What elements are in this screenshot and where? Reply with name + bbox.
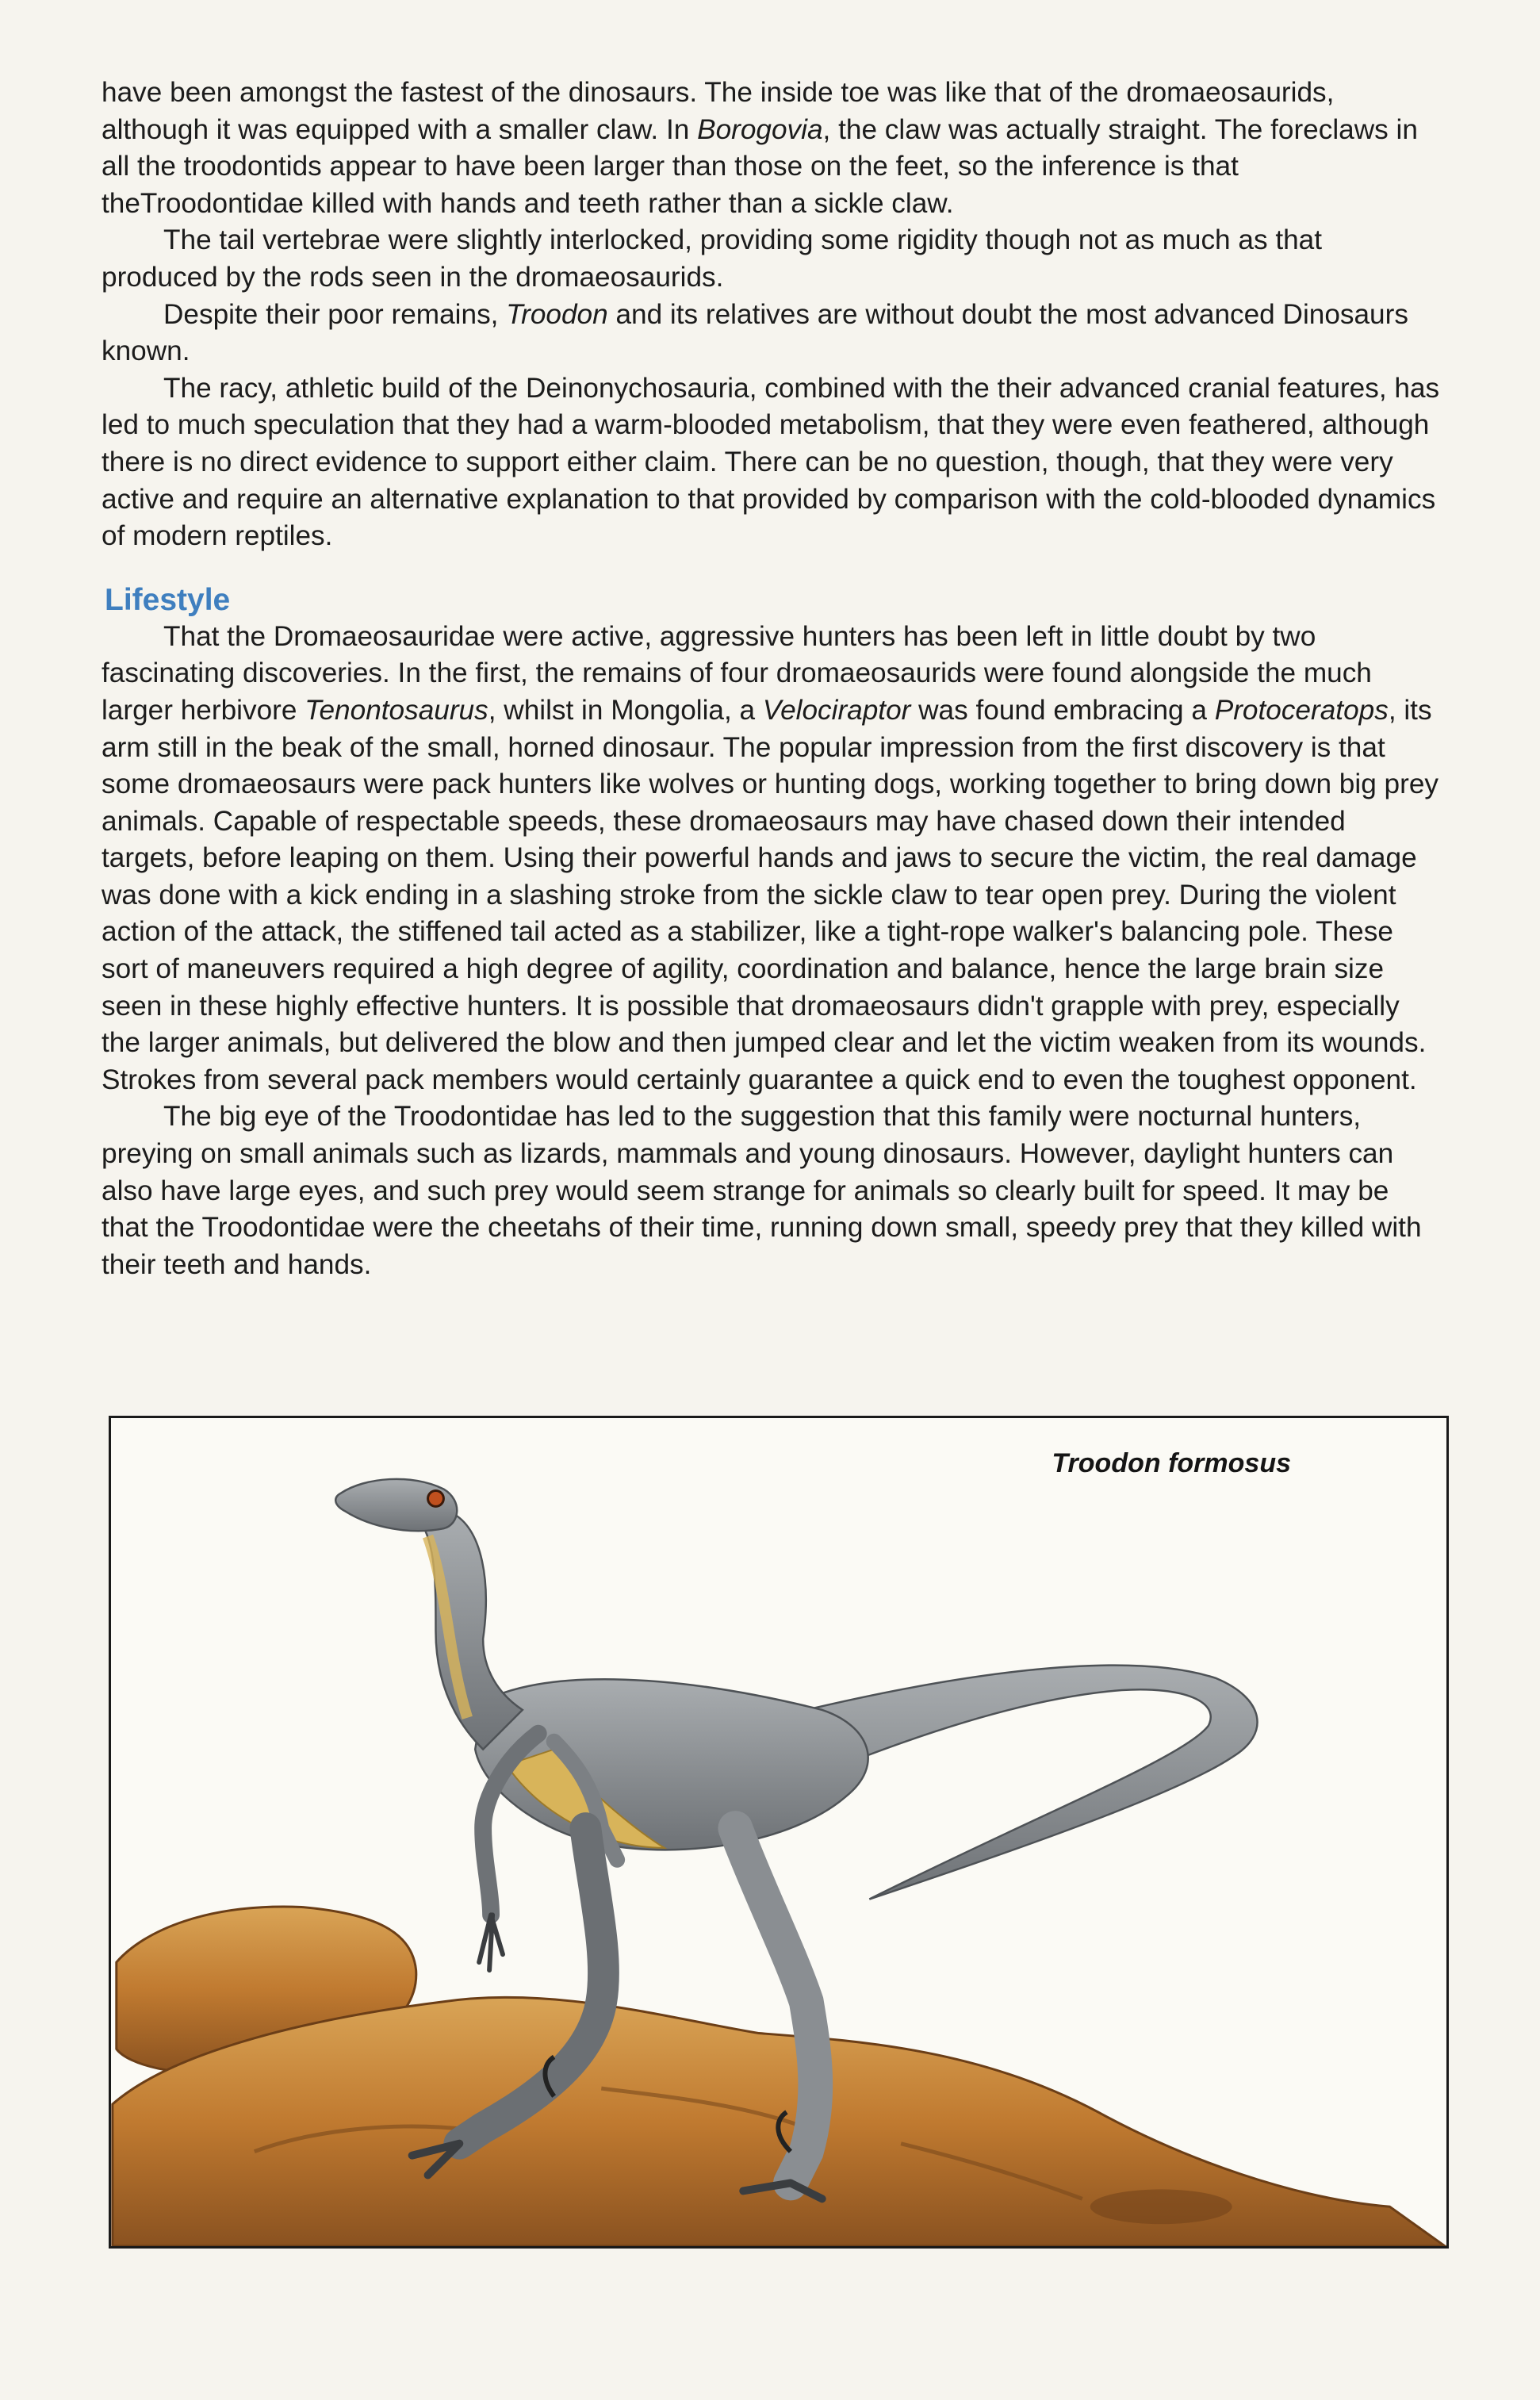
intro-paragraphs <box>102 75 1442 555</box>
paragraph <box>102 619 1442 1099</box>
text-run: , its arm still in the beak of the small, horned dinosaur. The popular impression from the first discovery is that some dromaeosaurs were pack hunters like wolves or hunting dogs, working together to bring down big prey animals. Capable of respectable speeds, these dromaeosaurs may have chased down their intended targets, before leaping on them. Using their powerful hands and jaws to secure the victim, the real damage was done with a kick ending in a slashing stroke from the sickle claw to tear open prey. During the violent action of the attack, the stiffened tail acted as a stabilizer, like a tight-rope walker's balancing pole. These sort of maneuvers required a high degree of agility, coordination and balance, hence the large brain size seen in these highly effective hunters. It is possible that dromaeosaurs didn't grapple with prey, especially the larger animals, but delivered the blow and then jumped clear and let the victim weaken from its wounds. Strokes from several pack members would certainly guarantee a quick end to even the toughest opponent. <box>102 694 1438 1095</box>
illustration-figure <box>109 1416 1449 2249</box>
paragraph <box>102 297 1442 370</box>
text-run: , whilst in Mongolia, a <box>488 694 763 726</box>
text-run: The big eye of the Troodontidae has led to the suggestion that this family were nocturnal hunters, preying on small animals such as lizards, mammals and young dinosaurs. However, daylight hunters can also have large eyes, and such prey would seem strange for animals so clearly built for speed. It may be that the Troodontidae were the cheetahs of their time, running down small, speedy prey that they killed with their teeth and hands. <box>102 1101 1422 1280</box>
dinosaur-tail <box>806 1666 1258 1900</box>
troodon-illustration <box>111 1418 1446 2246</box>
figure-caption: Troodon formosus <box>1052 1448 1291 1478</box>
text-run: and its relatives are without doubt the most advanced Dinosaurs known. <box>102 298 1408 367</box>
paragraph <box>102 1098 1442 1283</box>
text-run: The tail vertebrae were slightly interlocked, providing some rigidity though not as much as that produced by the rods seen in the dromaeosaurids. <box>102 224 1323 293</box>
italic-term: Borogovia <box>697 113 823 145</box>
lifestyle-paragraphs <box>102 619 1442 1284</box>
text-run: , the claw was actually straight. The foreclaws in all the troodontids appear to have been larger than those on the feet, so the inference is that theTroodontidae killed with hands and teeth rather than a sickle claw. <box>102 113 1418 219</box>
italic-term: Tenontosaurus <box>305 694 488 726</box>
article-text <box>102 75 1442 1283</box>
paragraph <box>102 75 1442 222</box>
section-heading: Lifestyle <box>105 582 231 617</box>
text-run: have been amongst the fastest of the dinosaurs. The inside toe was like that of the dromaeosaurids, although it was equipped with a smaller claw. In <box>102 77 1335 145</box>
text-run: That the Dromaeosauridae were active, aggressive hunters has been left in little doubt by two fascinating discoveries. In the first, the remains of four dromaeosaurids were found alongside the much larger herbivore <box>102 620 1372 726</box>
paragraph <box>102 222 1442 296</box>
italic-term: Velociraptor <box>762 694 911 726</box>
dinosaur-eye <box>428 1490 444 1506</box>
text-run: The racy, athletic build of the Deinonychosauria, combined with the their advanced cranial features, has led to much speculation that they had a warm-blooded metabolism, that they were even feathered, although there is no direct evidence to support either claim. There can be no question, though, that they were very active and require an alternative explanation to that provided by comparison with the cold-blooded dynamics of modern reptiles. <box>102 372 1440 552</box>
text-run: was found embracing a <box>910 694 1215 726</box>
italic-term: Troodon <box>506 298 608 330</box>
italic-term: Protoceratops <box>1214 694 1389 726</box>
text-run: Despite their poor remains, <box>163 298 507 330</box>
paragraph <box>102 370 1442 555</box>
